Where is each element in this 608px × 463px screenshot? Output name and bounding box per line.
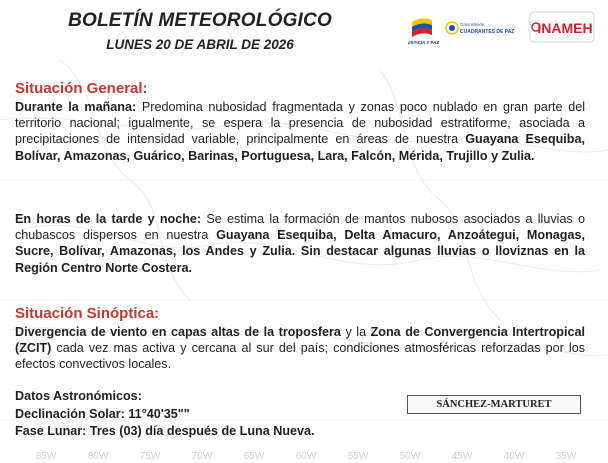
morning-text: Predomina nubosidad fragmentada y zonas poco nublado en gran parte del territorio nacional; igualmente, se espera la presencia de nubosidad estratiforme, asociada a precipitaciones de intensidad variable, principalmente en áreas de nuestra xyxy=(15,100,585,147)
longitude-tick-label: 80W xyxy=(87,451,109,462)
longitude-tick-label: 35W xyxy=(555,451,577,462)
svg-text:Gran Misión: Gran Misión xyxy=(460,22,485,27)
cuadrantes-de-paz-logo xyxy=(446,22,514,35)
svg-text:INAMEH: INAMEH xyxy=(537,20,593,36)
afternoon-text: Se estima la formación de mantos nubosos asociados a lluvias o chubascos dispersos en nuestra xyxy=(15,212,585,243)
bulletin-date: LUNES 20 DE ABRIL DE 2026 xyxy=(106,37,294,52)
government-flag-logo xyxy=(408,18,439,45)
lunar-phase xyxy=(15,423,315,441)
longitude-tick-label: 85W xyxy=(35,451,57,462)
inameh-logo xyxy=(530,12,594,42)
longitude-tick-label: 75W xyxy=(139,451,161,462)
situacion-general-heading: Situación General: xyxy=(15,80,148,97)
author-stamp: SÁNCHEZ-MARTURET xyxy=(407,395,581,414)
longitude-tick-label: 50W xyxy=(399,451,421,462)
longitude-tick-label: 45W xyxy=(451,451,473,462)
astronomical-heading: Datos Astronómicos: xyxy=(15,389,142,403)
bulletin-title: BOLETÍN METEOROLÓGICO xyxy=(68,10,332,31)
paragraph-sinoptica xyxy=(15,324,585,373)
lunar-phase-label: Fase Lunar: xyxy=(15,424,90,438)
sinoptica-divergencia: Divergencia de viento en capas altas de la troposfera xyxy=(15,325,341,339)
solar-declination-value: 11°40'35"" xyxy=(128,406,190,421)
svg-text:CUADRANTES DE PAZ: CUADRANTES DE PAZ xyxy=(460,29,515,35)
logos-graphic xyxy=(408,8,598,48)
paragraph-afternoon xyxy=(15,211,585,276)
longitude-tick-label: 60W xyxy=(295,451,317,462)
longitude-tick-label: 55W xyxy=(347,451,369,462)
longitude-tick-label: 70W xyxy=(191,451,213,462)
paragraph-morning xyxy=(15,99,585,164)
afternoon-label: En horas de la tarde y noche: xyxy=(15,212,202,226)
longitude-tick-label: 40W xyxy=(503,451,525,462)
morning-label: Durante la mañana: xyxy=(15,100,137,114)
morning-places: Guayana Esequiba, Bolívar, Amazonas, Guárico, Barinas, Portuguesa, Lara, Falcón, Mérida, Trujillo y Zulia. xyxy=(15,132,586,163)
sinoptica-text: cada vez mas activa y cercana al sur del país; condiciones atmosféricas reforzadas por los efectos convectivos locales. xyxy=(15,341,585,372)
solar-declination-label: Declinación Solar: xyxy=(15,406,129,421)
afternoon-places: Guayana Esequiba, Delta Amacuro, Anzoátegui, Monagas, Sucre, Bolívar, Amazonas, los Andes y Zulia. Sin destacar algunas lluvias o lloviznas en la Región Centro Norte Costera. xyxy=(15,228,585,275)
longitude-tick-label: 65W xyxy=(243,451,265,462)
logo-strip xyxy=(408,8,598,48)
sinoptica-zcit: Zona de Convergencia Intertropical (ZCIT) xyxy=(15,325,585,356)
sinoptica-connector: y la xyxy=(340,325,371,339)
astronomical-data xyxy=(15,388,315,441)
lunar-phase-value: Tres (03) día después de Luna Nueva. xyxy=(89,424,315,438)
situacion-sinoptica-heading: Situación Sinóptica: xyxy=(15,305,160,322)
svg-text:JUSTICIA Y PAZ: JUSTICIA Y PAZ xyxy=(408,40,440,45)
longitude-axis xyxy=(0,446,608,463)
solar-declination xyxy=(15,406,315,424)
